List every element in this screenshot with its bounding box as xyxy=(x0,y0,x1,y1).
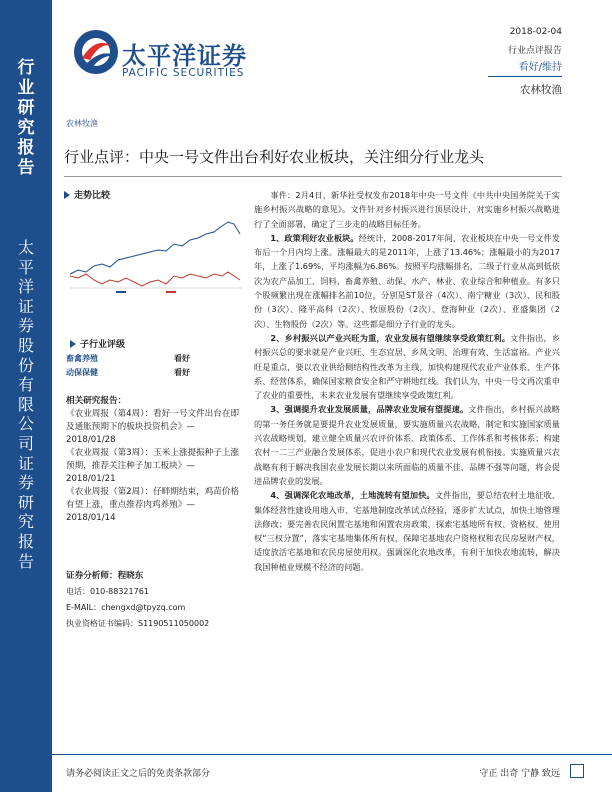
footer-disclaimer: 请务必阅读正文之后的免责条款部分 xyxy=(66,769,211,779)
report-type: 行业点评报告 xyxy=(507,46,562,56)
analyst-info xyxy=(66,568,246,632)
legend-swatch-red xyxy=(166,291,176,293)
triangle-bullet-icon xyxy=(70,340,76,348)
analyst-license: 执业资格证书编码：S1190511050002 xyxy=(66,619,210,628)
series-line-red xyxy=(70,272,240,286)
related-reports-heading: 相关研究报告： xyxy=(66,396,127,406)
sector-tag: 农林牧渔 xyxy=(66,119,98,128)
point-3-head: 3、强调提升农业发展质量，品牌农业发展有望提速。 xyxy=(270,404,469,415)
page-footer xyxy=(52,754,612,792)
analyst-phone: 电话：010-88321761 xyxy=(66,587,149,596)
point-2-text: 文件指出，乡村振兴总的要求就是产业兴旺、生态宜居、乡风文明、治理有效、生活富裕。产业兴旺是重点，要以农业供给侧结构性改革为主线，加快构建现代农业产业体系、生产体系、经营体系，确保国家粮食安全和严守耕地红线。我们认为，中央一号文再次重申了农业的重要性，未来农业发展有望继续享受政策红利。 xyxy=(254,332,560,401)
related-reports xyxy=(66,395,244,525)
sub-industry-name: 动保保健 xyxy=(66,368,98,377)
body-point-1 xyxy=(254,231,560,331)
sidebar-label-company: 太平洋证券股份有限公司证券研究报告 xyxy=(17,238,34,571)
sidebar xyxy=(0,0,52,792)
brand-name-cn: 太平洋证券 xyxy=(122,42,247,70)
report-sector: 农林牧渔 xyxy=(520,84,562,96)
sub-industry-rating: 看好 xyxy=(174,368,190,377)
report-rating: 看好/维持 xyxy=(518,62,562,73)
main-body xyxy=(254,188,560,574)
footer-divider xyxy=(52,754,612,755)
table-row xyxy=(66,352,242,366)
trend-chart xyxy=(66,204,244,296)
page-number-box xyxy=(570,764,584,778)
point-4-text: 文件指出，要总结农村土地征收、集体经营性建设用地入市、宅基地制度改革试点经验，逐步扩大试点，加快土地管理法修改；要完善农民闲置宅基地和闲置农房政策，探索宅基地所有权、资格权、使用权“三权分置”，落实宅基地集体所有权，保障宅基地农户资格权和农民房屋财产权，适度放活宅基地和农民房屋使用权。强调深化农地改革，有利于加快农地流转，解决我国种植业规模不经济的问题。 xyxy=(254,490,560,572)
analyst-name: 证券分析师：程晓东 xyxy=(66,571,144,581)
point-2-head: 2、乡村振兴以产业兴旺为重，农业发展有望继续享受政策红利。 xyxy=(270,332,511,343)
series-line-blue xyxy=(70,222,240,274)
point-1-head: 1、政策利好农业板块。 xyxy=(270,232,359,243)
sub-industry-name: 畜禽养殖 xyxy=(66,354,98,363)
sub-rating-heading xyxy=(70,337,125,350)
related-report-link[interactable]: 《农业周报（第3周）：玉米上涨提振种子上涨预期，推荐关注种子加工板块》—2018/01/21 xyxy=(66,448,240,484)
trend-heading xyxy=(64,188,242,201)
point-4-head: 4、强调深化农地改革，土地流转有望加快。 xyxy=(270,490,435,501)
body-point-4 xyxy=(254,488,560,574)
sub-rating-table xyxy=(66,352,242,380)
title-divider xyxy=(64,176,562,177)
related-report-link[interactable]: 《农业周报（第2周）：仔畔期结束，鸡苗价格有望上涨，重点推荐肉鸡养殖》—2018/01/14 xyxy=(66,487,240,523)
trend-section xyxy=(64,188,242,201)
report-date: 2018-02-04 xyxy=(509,27,562,37)
sub-industry-rating: 看好 xyxy=(174,354,190,363)
header-divider xyxy=(488,76,562,77)
table-row xyxy=(66,366,242,380)
body-point-2 xyxy=(254,331,560,402)
sidebar-label-report: 行业研究报告 xyxy=(17,58,35,178)
body-point-3 xyxy=(254,402,560,488)
analyst-email[interactable]: E-MAIL：chengxd@tpyzq.com xyxy=(66,603,186,612)
related-report-link[interactable]: 《农业周报（第4周）：看好一号文件出台在即及通胀预期下的板块投资机会》—2018/01/28 xyxy=(66,409,240,445)
point-3-text: 文件指出，乡村振兴战略的第一务任务就是要提升农业发展质量，要实施质量兴农战略，制定和实施国家质量兴农战略规划，建立健全质量兴农评价体系、政策体系、工作体系和考核体系；构建农村一二三产业融合发展体系，促进小农户和现代农业发展有机衔接。实施质量兴农战略有利于解决我国农业发展长期以来所面临的质量不佳、品牌不强等问题，将会促进品牌农业的发展。 xyxy=(254,404,560,486)
trend-heading-text: 走势比较 xyxy=(74,191,111,201)
legend-swatch-blue xyxy=(116,291,126,293)
sub-rating-heading-text: 子行业评级 xyxy=(80,340,126,350)
point-1-text: 经统计，2008-2017年间，农业板块在中央一号文件发布后一个月内均上涨。涨幅最大的是2011年，上涨了13.46%；涨幅最小的为2017年，上涨了1.69%，平均涨幅为6.86%。按照平均涨幅排名，二级子行业从高到低依次为农产品加工、饲料、畜禽养殖、动保、水产、林业、农业综合和种植业。有多只个股频繁出现在涨幅排名前10位，分别是ST景谷（4次）、南宁糖业（3次）、民和股份（3次）、隆平高科（2次）、牧原股份（2次）、登海种业（2次）、亚盛集团（2次）、生物股份（2次）等。这些都是细分子行业的龙头。 xyxy=(254,232,560,329)
page-title: 行业点评：中央一号文件出台利好农业板块，关注细分行业龙头 xyxy=(64,148,485,166)
brand-name-en: PACIFIC SECURITIES xyxy=(122,67,245,79)
body-intro: 事件：2月4日，新华社受权发布2018年中央一号文件《中共中央国务院关于实施乡村振兴战略的意见》。文件针对乡村振兴进行顶层设计，对实施乡村振兴战略进行了全面部署，确定了三步走的战略目标任务。 xyxy=(254,190,560,229)
footer-motto: 守正 出奇 宁静 致远 xyxy=(479,769,560,779)
triangle-bullet-icon xyxy=(64,191,70,199)
